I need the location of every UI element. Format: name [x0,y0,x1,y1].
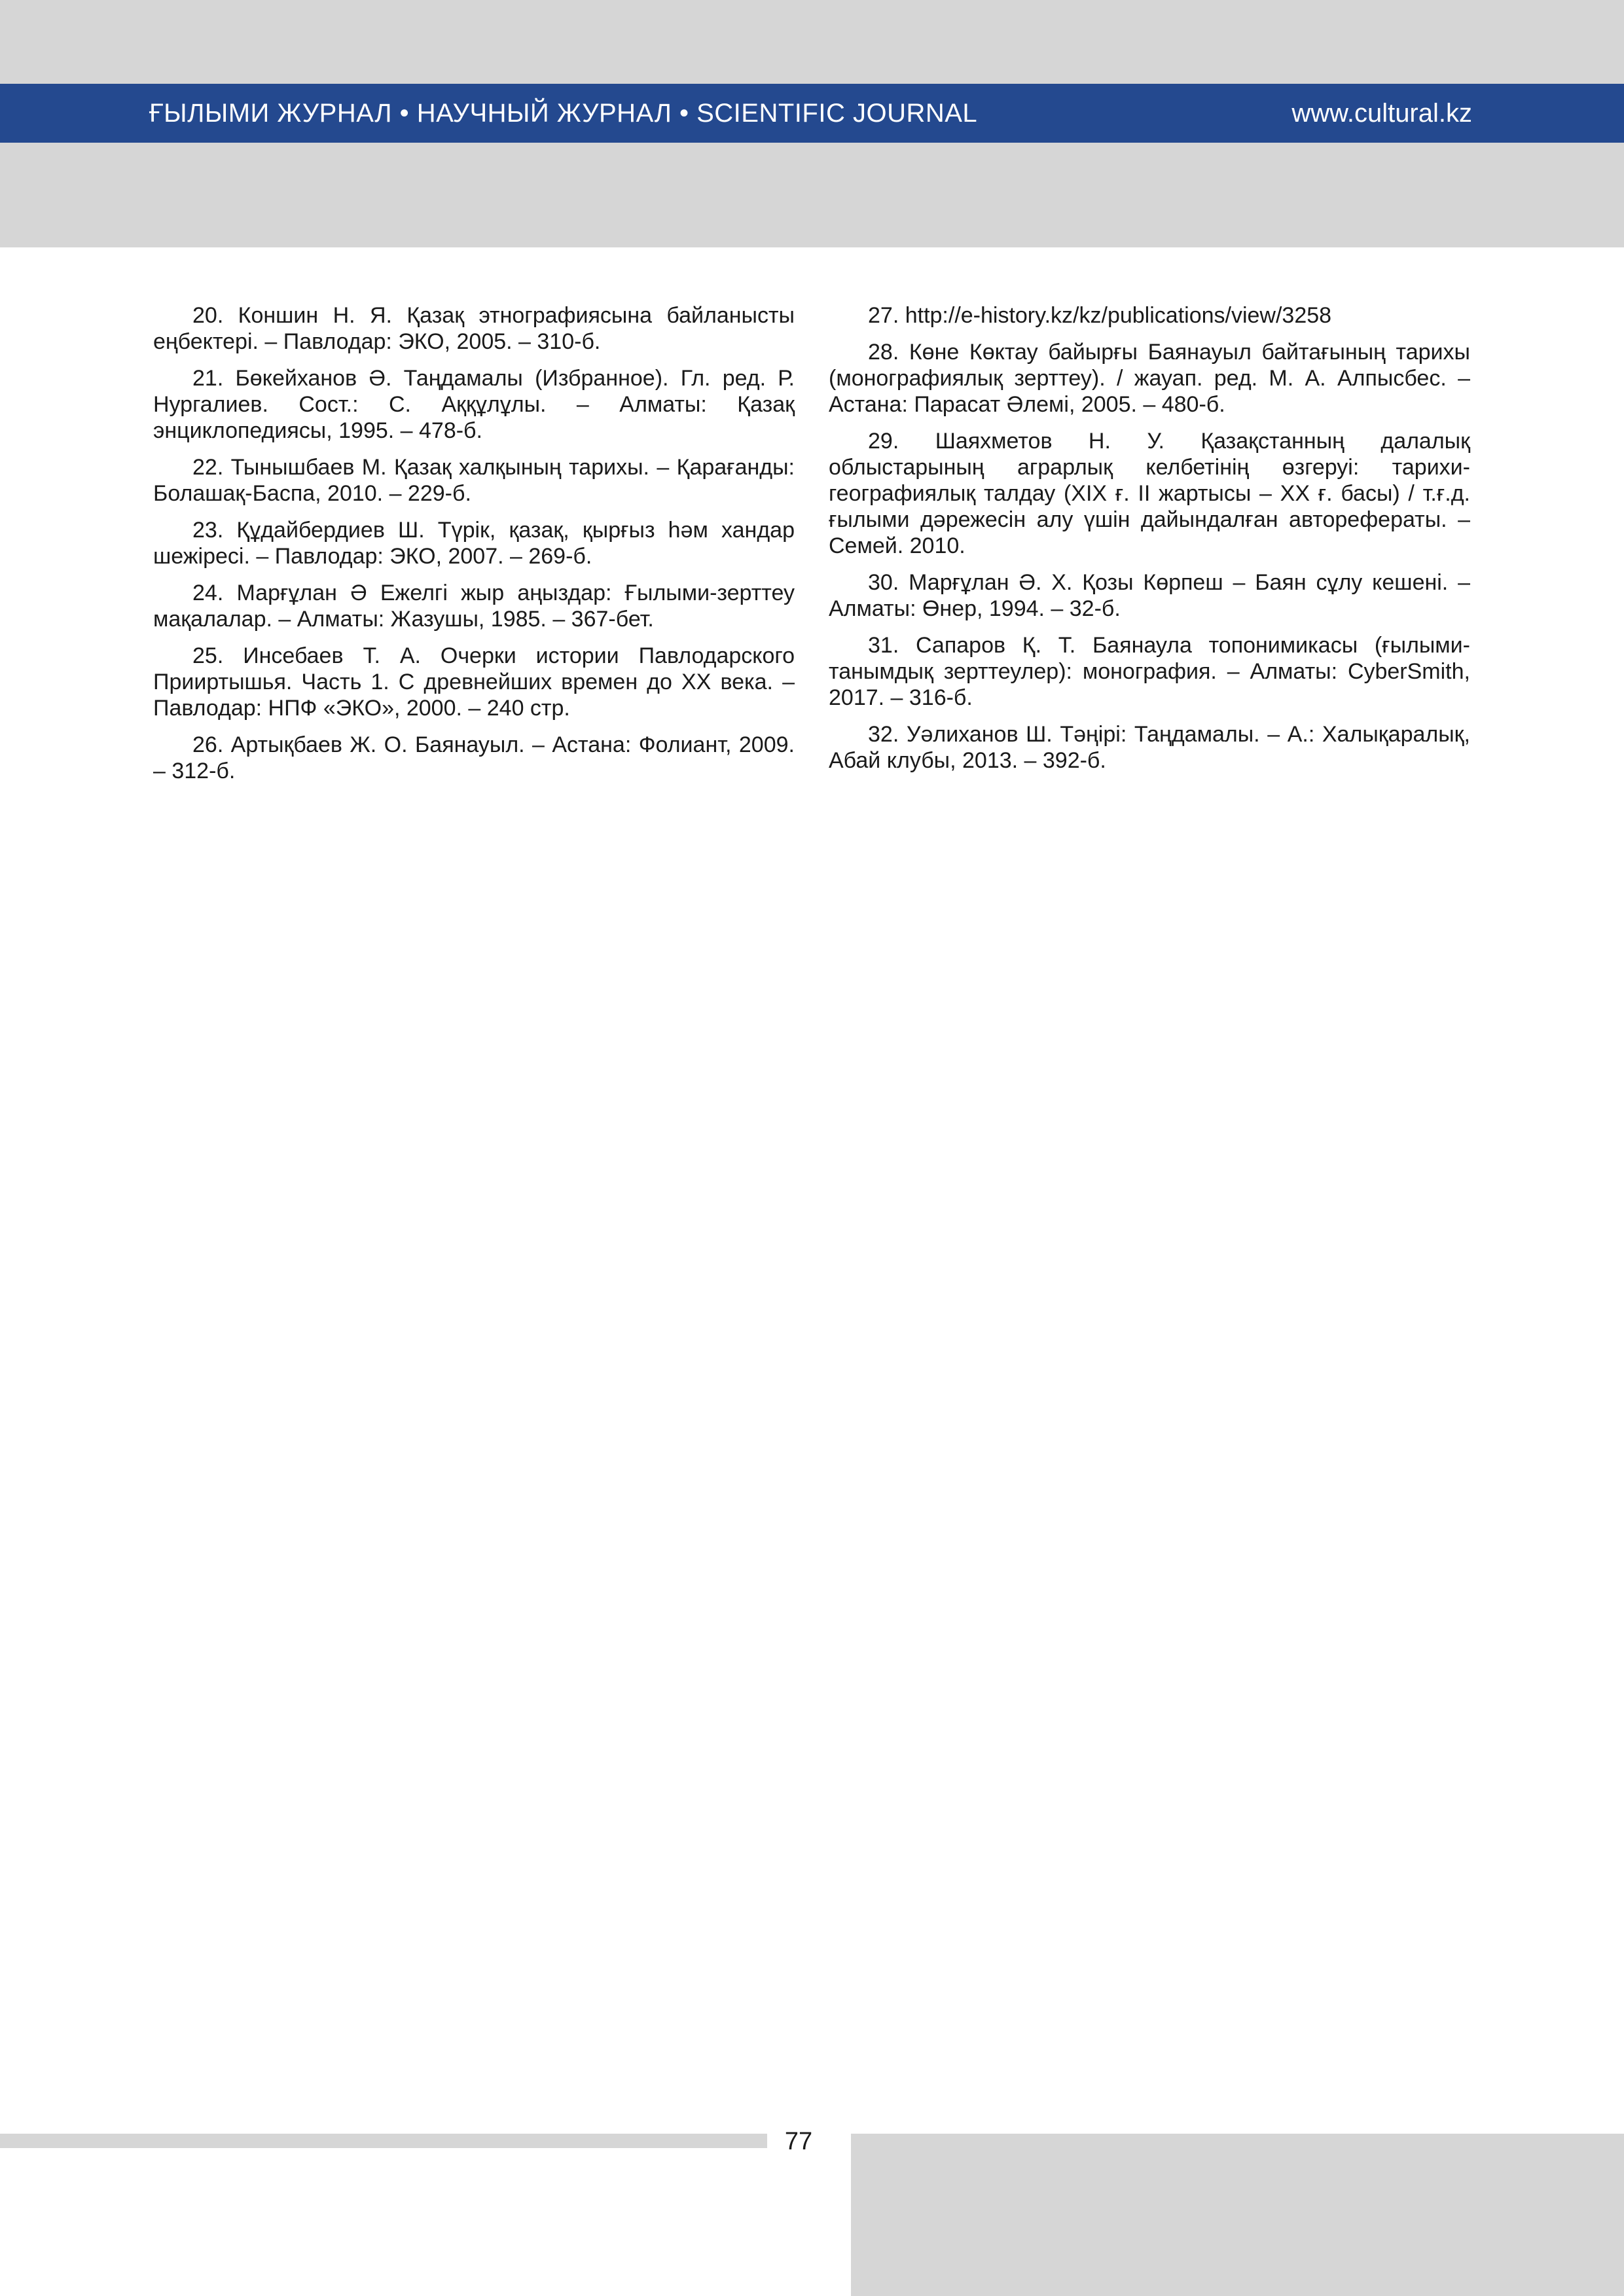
journal-header-bar [0,84,1624,143]
reference-item-31: 31. Сапаров Қ. Т. Баянаула топонимикасы (ғылыми-танымдық зерттеулер): монография. – Алматы: CyberSmith, 2017. – 316-б. [829,633,1470,710]
reference-item-32: 32. Уәлиханов Ш. Тәңірі: Таңдамалы. – А.: Халықаралық, Абай клубы, 2013. – 392-б. [829,722,1470,773]
reference-item-30: 30. Марғұлан Ә. Х. Қозы Көрпеш – Баян сұлу кешені. – Алматы: Өнер, 1994. – 32-б. [829,570,1470,621]
reference-item-22: 22. Тынышбаев М. Қазақ халқының тарихы. – Қарағанды: Болашақ-Баспа, 2010. – 229-б. [153,455,795,506]
reference-item-28: 28. Көне Көктау байырғы Баянауыл байтағының тарихы (монографиялық зерттеу). / жауап. ред. М. А. Алпысбес. – Астана: Парасат Әлемі, 2005. – 480-б. [829,340,1470,417]
page-number: 77 [784,2128,813,2155]
reference-item-20: 20. Коншин Н. Я. Қазақ этнографиясына байланысты еңбектері. – Павлодар: ЭКО, 2005. – 310-б. [153,303,795,354]
reference-item-24: 24. Марғұлан Ә Ежелгі жыр аңыздар: Ғылыми-зерттеу мақалалар. – Алматы: Жазушы, 1985. – 367-бет. [153,581,795,632]
footer-left-bar [0,2134,767,2148]
reference-item-23: 23. Құдайбердиев Ш. Түрік, қазақ, қырғыз һәм хандар шежіресі. – Павлодар: ЭКО, 2007. – 269-б. [153,518,795,569]
reference-item-26: 26. Артықбаев Ж. О. Баянауыл. – Астана: Фолиант, 2009. – 312-б. [153,732,795,783]
site-url-link[interactable]: www.cultural.kz [1291,99,1472,128]
reference-item-29: 29. Шаяхметов Н. У. Қазақстанның далалық облыстарының аграрлық келбетінің өзгеруі: тарихи-географиялық талдау (XIX ғ. II жартысы – XX ғ. басы) / т.ғ.д. ғылыми дәрежесін алу үшін дайындалған авторефераты. – Семей. 2010. [829,429,1470,558]
footer-right-block [851,2134,1624,2296]
reference-item-21: 21. Бөкейханов Ә. Таңдамалы (Избранное). Гл. ред. Р. Нургалиев. Сост.: С. Аққұлұлы. – Алматы: Қазақ энциклопедиясы, 1995. – 478-б. [153,366,795,443]
reference-item-27[interactable]: 27. http://e-history.kz/kz/publications/view/3258 [868,303,1332,328]
references-right-column [829,302,1470,784]
journal-title: ҒЫЛЫМИ ЖУРНАЛ • НАУЧНЫЙ ЖУРНАЛ • SCIENTIFIC JOURNAL [149,99,978,128]
reference-item-25: 25. Инсебаев Т. А. Очерки истории Павлодарского Прииртышья. Часть 1. С древнейших времен до XX века. – Павлодар: НПФ «ЭКО», 2000. – 240 стр. [153,643,795,721]
references-left-column [153,302,795,795]
